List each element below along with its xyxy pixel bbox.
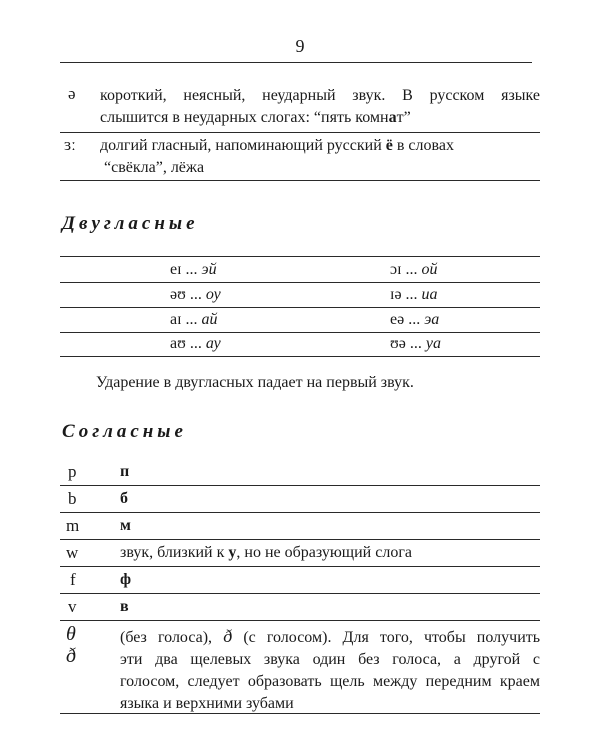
table-row-divider	[60, 307, 540, 308]
bottom-rule	[60, 713, 540, 714]
vowel-line: слышится в неударных слогах: “пять комнат”	[100, 109, 411, 126]
diphthong-right: eə ... эа	[390, 311, 440, 328]
diphthong-left: aɪ ... ай	[170, 311, 218, 328]
vowel-description	[100, 85, 540, 129]
description-line: эти два щелевых звука один без голоса, а другой с	[120, 651, 540, 668]
row-divider	[60, 180, 540, 181]
vowel-symbol: ə	[68, 84, 76, 103]
consonant-equivalent: б	[120, 490, 128, 507]
consonant-equivalent: п	[120, 463, 130, 480]
consonant-equivalent: в	[120, 598, 129, 615]
vowel-description	[100, 135, 540, 179]
consonant-equivalent: м	[120, 517, 131, 534]
row-divider	[60, 593, 540, 594]
diphthong-left: əʊ ... оу	[170, 286, 221, 303]
vowel-line: “свёкла”, лёжа	[104, 159, 205, 176]
row-divider	[60, 620, 540, 621]
top-rule	[60, 62, 532, 63]
diphthong-right: ɪə ... иа	[390, 286, 438, 303]
description-line: (без голоса), ð (с голосом). Для того, чтобы получить	[120, 626, 541, 646]
diphthong-stress-note: Ударение в двугласных падает на первый звук.	[96, 374, 414, 391]
description-line: голосом, следует образовать щель между передним краем	[120, 673, 540, 690]
vowel-line: долгий гласный, напоминающий русский ё в словах	[100, 137, 454, 154]
consonant-symbol: v	[68, 597, 77, 616]
diphthong-right: ʊə ... уа	[390, 335, 441, 352]
consonant-equivalent: звук, близкий к у, но не образующий слога	[120, 544, 412, 561]
consonant-equivalent: ф	[120, 571, 132, 588]
table-row-divider	[60, 282, 540, 283]
row-divider	[60, 539, 540, 540]
diphthong-left: aʊ ... ау	[170, 335, 221, 352]
consonant-symbol: b	[68, 489, 77, 508]
diphthong-right: ɔɪ ... ой	[390, 261, 438, 278]
section-heading-consonants: Согласные	[62, 421, 187, 442]
row-divider	[60, 512, 540, 513]
diphthong-left: eɪ ... эй	[170, 261, 217, 278]
vowel-symbol: ɜː	[64, 135, 76, 154]
description-line: языка и верхними зубами	[120, 695, 294, 712]
consonant-symbol-eth: ð	[66, 645, 76, 667]
consonant-symbol-theta: θ	[66, 623, 76, 645]
row-divider	[60, 485, 540, 486]
page-number: 9	[295, 36, 305, 56]
consonant-symbol: p	[68, 462, 77, 481]
theta-eth-description	[120, 625, 540, 715]
consonant-symbol: w	[66, 543, 79, 562]
vowel-line: короткий, неясный, неударный звук. В русском языке	[100, 87, 540, 104]
consonant-symbol: m	[66, 516, 80, 535]
table-row-divider	[60, 332, 540, 333]
row-divider	[60, 132, 540, 133]
consonant-symbol: f	[70, 570, 76, 589]
section-heading-diphthongs: Двугласные	[62, 213, 199, 234]
table-rule	[60, 256, 540, 257]
row-divider	[60, 566, 540, 567]
table-rule	[60, 356, 540, 357]
